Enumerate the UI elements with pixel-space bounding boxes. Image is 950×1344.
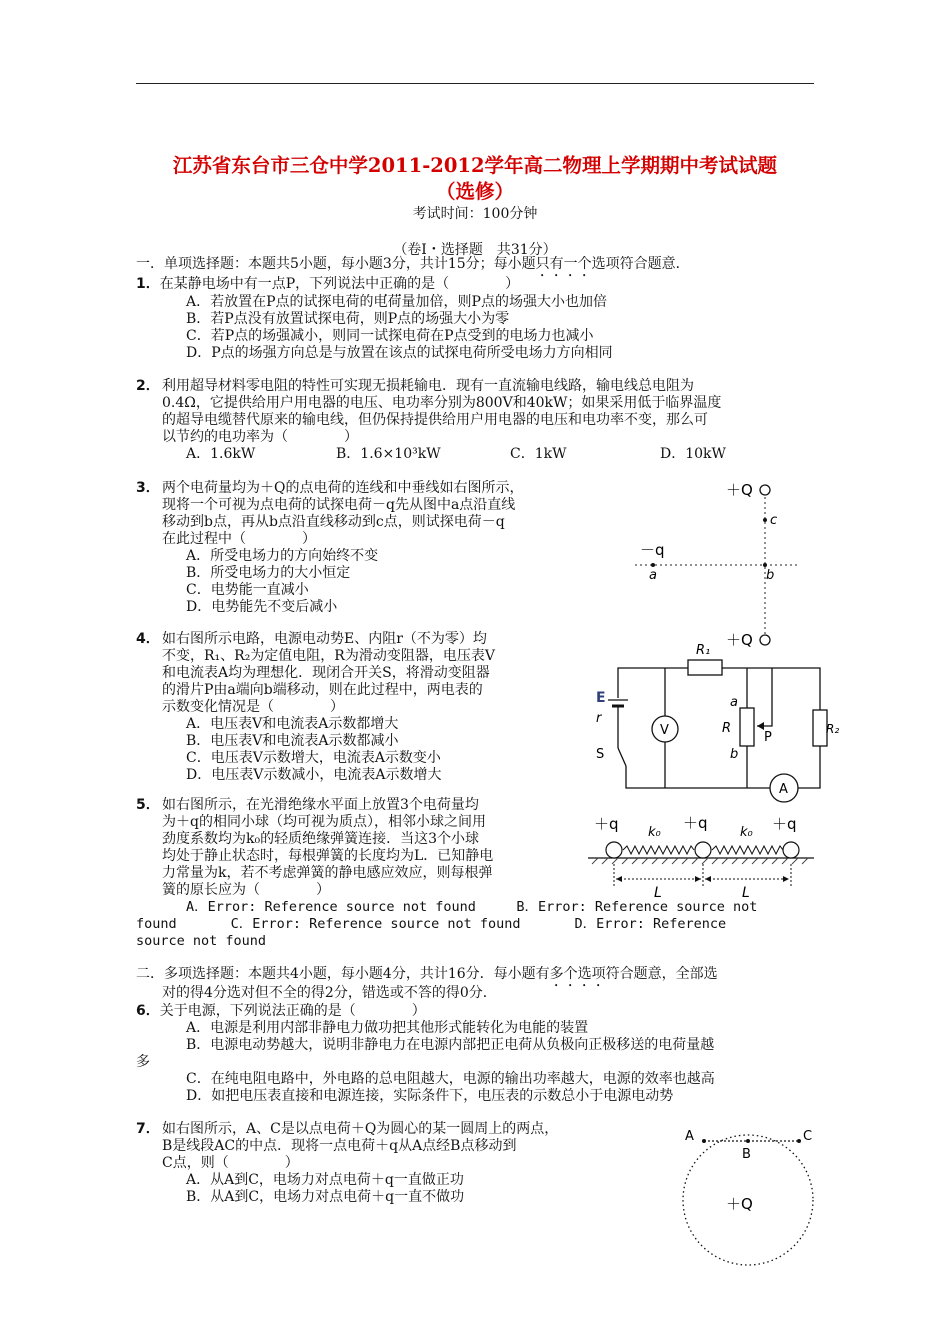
arrow-icon (783, 876, 789, 882)
q5-stem-line: 簧的原长应为（ ） (162, 882, 330, 898)
slider-arrow-icon (757, 722, 764, 730)
q7-stem-line: 如右图所示，A、C是以点电荷＋Q为圆心的某一圆周上的两点， (162, 1121, 559, 1137)
point-b (746, 1139, 750, 1143)
resistor-r1 (688, 660, 722, 675)
wire (626, 766, 770, 788)
q2-option-b: B．1.6×10³kW (336, 446, 441, 462)
header-rule (136, 83, 814, 84)
q7-stem-line: C点，则（ ） (162, 1155, 299, 1171)
part1-title: （卷Ⅰ・选择题 共31分） (393, 242, 557, 258)
q3-option-a: A．所受电场力的方向始终不变 (186, 548, 379, 564)
q7-option-b: B．从A到C，电场力对点电荷＋q一直不做功 (186, 1189, 465, 1205)
question-2-number: 2． (136, 378, 160, 394)
spring-constant-label: k₀ (740, 825, 753, 840)
question-1-stem: 1．在某静电场中有一点P，下列说法中正确的是（ ） (136, 276, 520, 292)
ball-right (783, 842, 799, 858)
rheostat-label: R (722, 721, 732, 736)
section2-heading-line2: 对的得4分选对但不全的得2分，错选或不答的得0分． (162, 985, 497, 1001)
label-a: a (649, 568, 657, 583)
question-3-number: 3． (136, 480, 160, 496)
arrow-icon (705, 876, 711, 882)
question-5-number: 5． (136, 797, 160, 813)
q5-error-line: source not found (136, 933, 267, 949)
charge-top (760, 485, 770, 495)
q3-stem-line: 两个电荷量均为＋Q的点电荷的连线和中垂线如右图所示， (162, 480, 524, 496)
q5-stem-line: 为＋q的相同小球（均可视为质点），相邻小球之间用 (162, 814, 486, 830)
end-b-label: b (730, 747, 739, 762)
top-charge-label: ＋Q (726, 481, 753, 499)
q4-stem-line: 的滑片P由a端向b端移动，则在此过程中，两电表的 (162, 682, 483, 698)
q2-stem-line: 0.4Ω，它提供给用户用电器的电压、电功率分别为800V和40kW；如果采用低于临界温度 (162, 395, 722, 411)
q4-stem-line: 示数变化情况是（ ） (162, 699, 344, 715)
q4-option-d: D．电压表V示数减小，电流表A示数增大 (186, 767, 442, 783)
r2-label: R₂ (826, 722, 840, 736)
exam-time: 考试时间：100分钟 (412, 206, 538, 222)
resistor-r2 (813, 710, 827, 746)
q6-option-d: D．如把电压表直接和电源连接，实际条件下，电压表的示数总小于电源电动势 (186, 1088, 674, 1104)
q4-option-c: C．电压表V示数增大，电流表A示数变小 (186, 750, 441, 766)
point-a (651, 563, 655, 567)
section2-heading: 二．多项选择题：本题共4小题，每小题4分，共计16分．每小题有多个选项符合题意，全部选 (136, 966, 718, 982)
label-b: b (766, 568, 775, 583)
spring-right (712, 846, 783, 854)
page-title: 江苏省东台市三仓中学2011-2012学年高二物理上学期期中考试试题 (172, 154, 778, 177)
point-c (797, 1139, 801, 1143)
q7-circle-figure (676, 1120, 826, 1270)
q2-option-c: C．1kW (510, 446, 567, 462)
q1-option-d: D．P点的场强方向总是与放置在该点的试探电荷所受电场力方向相同 (186, 345, 613, 361)
charge-label-middle: ＋q (683, 814, 708, 832)
q1-option-b: B．若P点没有放置试探电荷，则P点的场强大小为零 (186, 311, 510, 327)
q5-error-line: found C．Error: Reference source not found D．Error: Reference (136, 916, 727, 932)
q7-stem-line: B是线段AC的中点．现将一点电荷＋q从A点经B点移动到 (162, 1138, 517, 1154)
q3-stem-line: 现将一个可视为点电荷的试探电荷－q先从图中a点沿直线 (162, 497, 516, 513)
bottom-charge-label: ＋Q (726, 631, 753, 649)
center-charge-label: ＋Q (726, 1195, 753, 1213)
q3-stem-line: 在此过程中（ ） (162, 531, 316, 547)
section1-heading: 一．单项选择题：本题共5小题，每小题3分，共计15分；每小题只有一个选项符合题意． (136, 256, 690, 272)
switch (618, 748, 626, 766)
q5-stem-line: 如右图所示，在光滑绝缘水平面上放置3个电荷量均 (162, 797, 479, 813)
q2-stem-line: 以节约的电功率为（ ） (162, 429, 358, 445)
slider-label: P (764, 730, 772, 745)
emf-label: E (596, 690, 606, 706)
q3-option-b: B．所受电场力的大小恒定 (186, 565, 351, 581)
label-b: B (742, 1147, 751, 1162)
q2-option-d: D．10kW (660, 446, 726, 462)
label-a: A (685, 1129, 694, 1144)
label-c: C (803, 1129, 813, 1144)
q3-option-d: D．电势能先不变后减小 (186, 599, 338, 615)
charge-label-right: ＋q (772, 815, 797, 833)
q4-option-b: B．电压表V和电流表A示数都减小 (186, 733, 399, 749)
q4-circuit-figure (590, 638, 840, 808)
ammeter-label: A (779, 782, 788, 797)
label-c: c (770, 513, 778, 528)
question-7-number: 7． (136, 1121, 160, 1137)
q6-option-c: C．在纯电阻电路中，外电路的总电阻越大，电源的输出功率越大，电源的效率也越高 (186, 1071, 715, 1087)
spring-constant-label: k₀ (648, 825, 661, 840)
page-subtitle: （选修） (435, 180, 514, 203)
ball-left (606, 842, 622, 858)
q4-option-a: A．电压表V和电流表A示数都增大 (186, 716, 399, 732)
q3-charges-figure (620, 475, 800, 655)
length-label: L (742, 885, 750, 900)
switch-label: S (596, 747, 605, 762)
q3-stem-line: 移动到b点，再从b点沿直线移动到c点，则试探电荷－q (162, 514, 505, 530)
q5-stem-line: 力常量为k，若不考虑弹簧的静电感应效应，则每根弹 (162, 865, 493, 881)
spring-left (623, 846, 694, 854)
point-a (702, 1139, 706, 1143)
slider-wire (757, 668, 772, 726)
q6-option-b-wrap: 多 (136, 1054, 150, 1070)
wire (618, 668, 688, 698)
q1-option-a: A．若放置在P点的试探电荷的电荷量加倍，则P点的场强大小也加倍 (186, 294, 607, 310)
q6-option-a: A．电源是利用内部非静电力做功把其他形式能转化为电能的装置 (186, 1020, 589, 1036)
q2-stem-line: 的超导电缆替代原来的输电线，但仍保持提供给用户用电器的电压和电功率不变，那么可 (162, 412, 708, 428)
q4-stem-line: 如右图所示电路，电源电动势E、内阻r（不为零）均 (162, 631, 487, 647)
q5-error-line: A．Error: Reference source not found B．Error: Reference source not (186, 899, 758, 915)
internal-r-label: r (596, 711, 602, 726)
q7-option-a: A．从A到C，电场力对点电荷＋q一直做正功 (186, 1172, 464, 1188)
arrow-icon (695, 876, 701, 882)
wire (798, 746, 820, 788)
rheostat-r (740, 708, 754, 746)
q6-option-b: B．电源电动势越大，说明非静电力在电源内部把正电荷从负极向正极移送的电荷量越 (186, 1037, 715, 1053)
end-a-label: a (730, 695, 738, 710)
r1-label: R₁ (696, 643, 711, 658)
point-b (763, 563, 767, 567)
q2-option-a: A．1.6kW (186, 446, 256, 462)
q2-stem-line: 利用超导材料零电阻的特性可实现无损耗输电．现有一直流输电线路，输电线总电阻为 (162, 378, 694, 394)
q5-stem-line: 均处于静止状态时，每根弹簧的长度均为L．已知静电 (162, 848, 494, 864)
question-4-number: 4． (136, 631, 160, 647)
q4-stem-line: 不变，R₁、R₂为定值电阻，R为滑动变阻器，电压表V (162, 648, 495, 664)
question-6-stem: 6．关于电源，下列说法正确的是（ ） (136, 1003, 426, 1019)
q1-option-c: C．若P点的场强减小，则同一试探电荷在P点受到的电场力也减小 (186, 328, 594, 344)
charge-label-left: ＋q (594, 815, 619, 833)
point-c (763, 518, 767, 522)
length-label: L (654, 885, 662, 900)
q4-stem-line: 和电流表A均为理想化．现闭合开关S，将滑动变阻器 (162, 665, 490, 681)
q3-option-c: C．电势能一直减小 (186, 582, 309, 598)
q5-springs-figure (586, 808, 816, 900)
test-charge-label: －q (640, 541, 665, 559)
ball-middle (695, 842, 711, 858)
q5-stem-line: 劲度系数均为k₀的轻质绝缘弹簧连接．当这3个小球 (162, 831, 480, 847)
voltmeter-label: V (660, 723, 669, 738)
arrow-icon (616, 876, 622, 882)
